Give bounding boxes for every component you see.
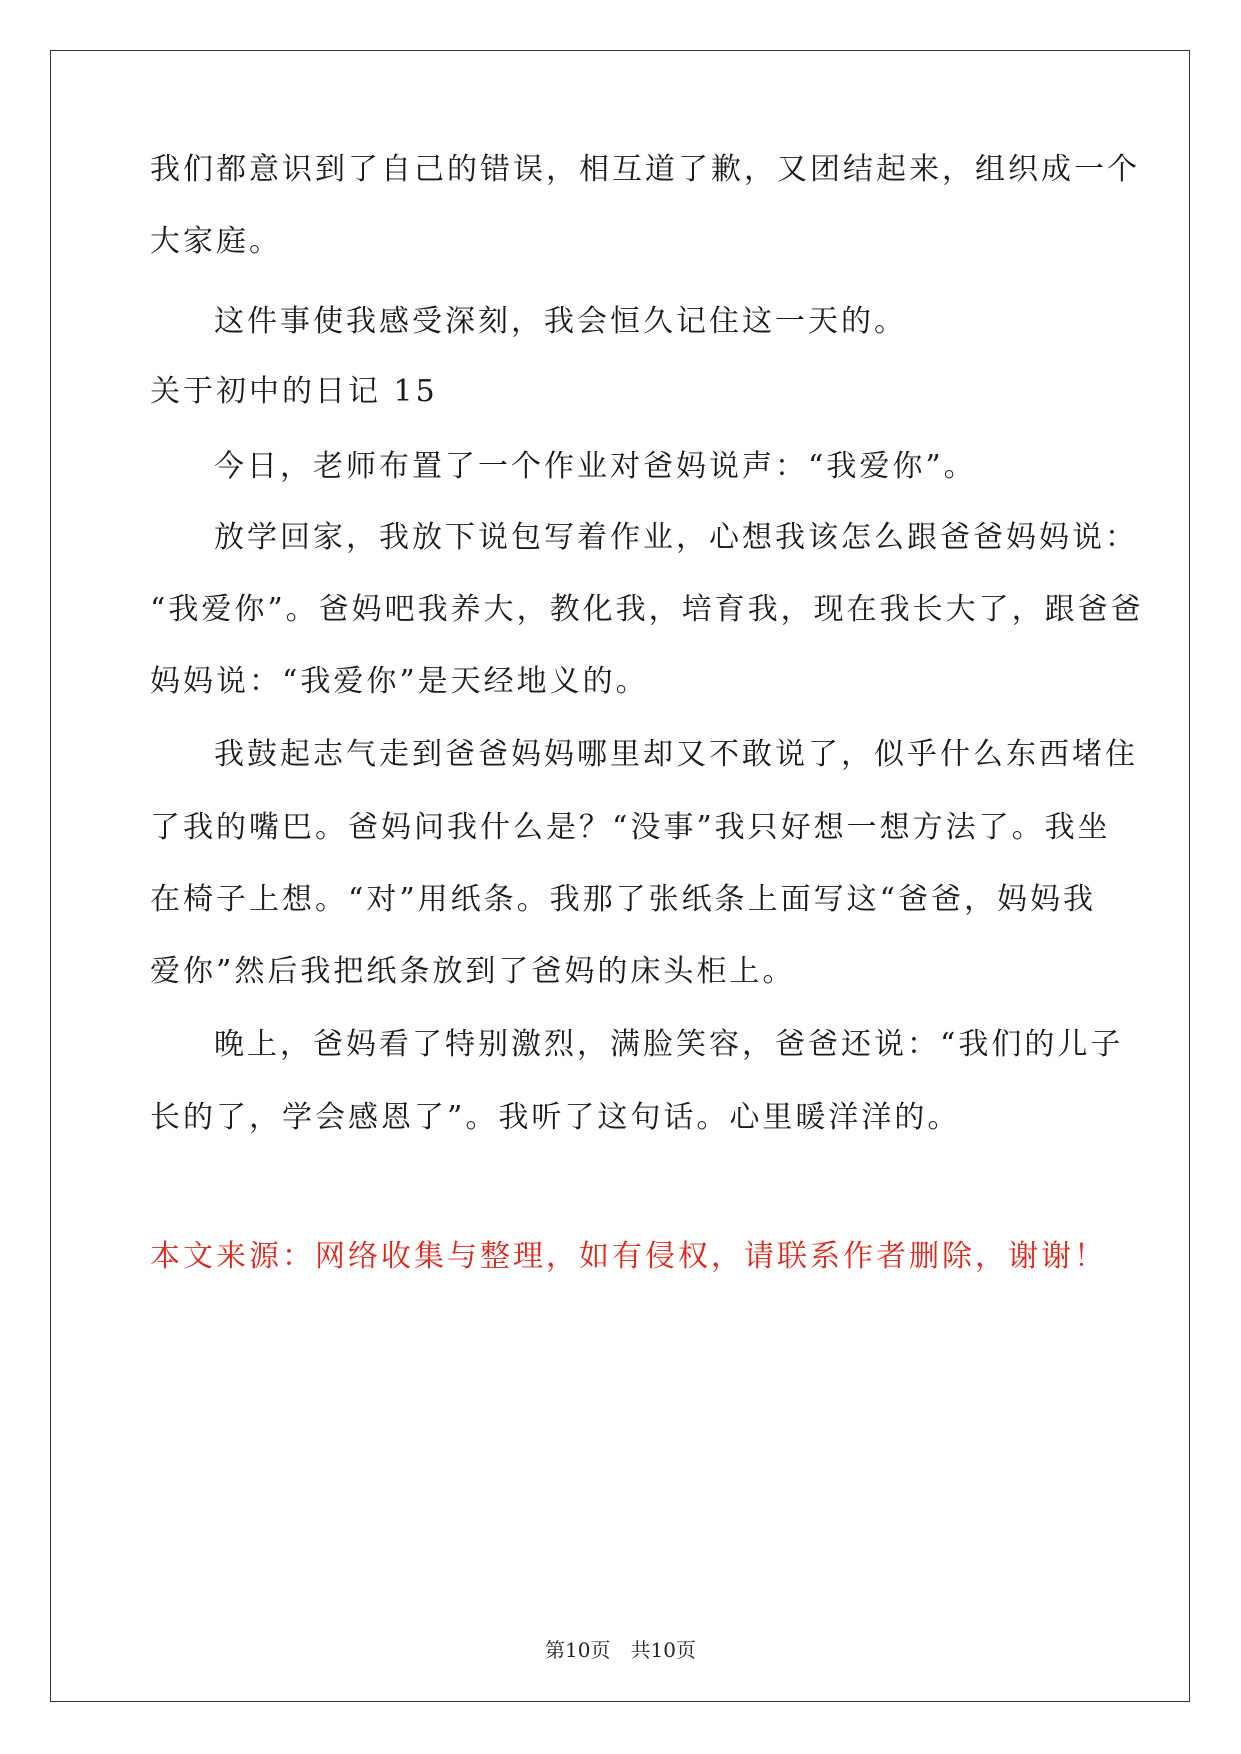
current-page-label: 第10页: [545, 1638, 611, 1662]
body-text-line: 大家庭。: [150, 224, 282, 259]
paragraph-start-line: 这件事使我感受深刻，我会恒久记住这一天的。: [214, 304, 907, 339]
page-frame: [50, 50, 1190, 1702]
body-text-line: 我们都意识到了自己的错误，相互道了歉，又团结起来，组织成一个: [150, 152, 1140, 187]
body-text-line: 长的了，学会感恩了”。我听了这句话。心里暖洋洋的。: [150, 1100, 961, 1135]
source-note: 本文来源：网络收集与整理，如有侵权，请联系作者删除，谢谢！: [150, 1239, 1107, 1274]
section-heading: 关于初中的日记 15: [150, 374, 438, 409]
body-text-line: 爱你”然后我把纸条放到了爸妈的床头柜上。: [150, 954, 796, 989]
paragraph-start-line: 我鼓起志气走到爸爸妈妈哪里却又不敢说了，似乎什么东西堵住: [214, 737, 1138, 772]
body-text-line: 妈妈说：“我爱你”是天经地义的。: [150, 664, 649, 699]
page-footer: [0, 1637, 1241, 1663]
paragraph-start-line: 放学回家，我放下说包写着作业，心想我该怎么跟爸爸妈妈说：: [214, 520, 1138, 555]
body-text-line: “我爱你”。爸妈吧我养大，教化我，培育我，现在我长大了，跟爸爸: [150, 592, 1144, 627]
total-pages-label: 共10页: [630, 1638, 696, 1662]
paragraph-start-line: 晚上，爸妈看了特别激烈，满脸笑容，爸爸还说：“我们的儿子: [214, 1027, 1124, 1062]
body-text-line: 了我的嘴巴。爸妈问我什么是？“没事”我只好想一想方法了。我坐: [150, 810, 1111, 845]
body-text-line: 在椅子上想。“对”用纸条。我那了张纸条上面写这“爸爸，妈妈我: [150, 882, 1097, 917]
paragraph-start-line: 今日，老师布置了一个作业对爸妈说声：“我爱你”。: [214, 449, 977, 484]
